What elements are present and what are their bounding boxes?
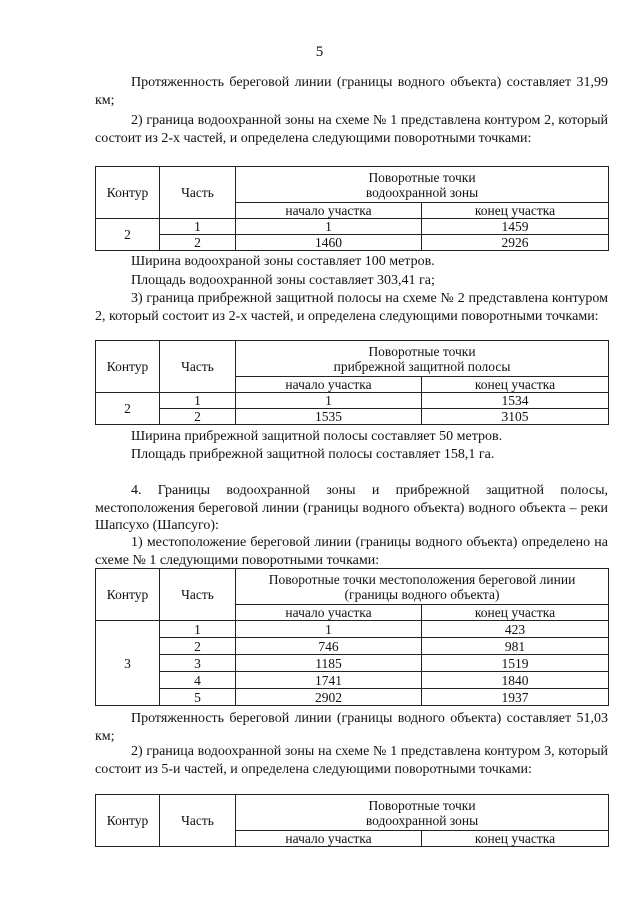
cell-part: 2 [160, 638, 236, 655]
col-header-group: Поворотные точки местоположения береговой линии (границы водного объекта) [236, 569, 609, 605]
cell-contour: 2 [96, 219, 160, 251]
table-row [96, 219, 609, 235]
col-header-part: Часть [160, 341, 236, 393]
cell-end: 981 [422, 638, 609, 655]
table-water-protection-zone-contour-2 [95, 166, 609, 251]
paragraph-section-4: 4. Границы водоохранной зоны и прибрежной защитной полосы, местоположения береговой линии (границы водного объекта) водного объекта – реки Шапсухо (Шапсуго): [95, 483, 608, 533]
col-header-contour: Контур [96, 795, 160, 847]
paragraph-shoreline-length-1: Протяженность береговой линии (границы водного объекта) составляет 31,99 км; [95, 75, 608, 108]
paragraph-coastal-strip-1: 3) граница прибрежной защитной полосы на схеме № 2 представлена контуром 2, который состоит из 2-х частей, и определена следующими поворотными точками: [95, 291, 608, 324]
cell-end: 1840 [422, 672, 609, 689]
paragraph-shoreline-length-2: Протяженность береговой линии (границы водного объекта) составляет 51,03 км; [95, 711, 608, 744]
table-row [96, 672, 609, 689]
cell-end: 423 [422, 621, 609, 638]
table-row [96, 621, 609, 638]
table-row [96, 638, 609, 655]
table-row [96, 655, 609, 672]
cell-part: 2 [160, 235, 236, 251]
cell-part: 1 [160, 393, 236, 409]
cell-end: 1519 [422, 655, 609, 672]
table-row [96, 409, 609, 425]
table-water-protection-zone-contour-3 [95, 794, 609, 847]
text-strip-width: Ширина прибрежной защитной полосы составляет 50 метров. [131, 429, 503, 444]
cell-start: 1 [236, 621, 422, 638]
paragraph-shoreline-location: 1) местоположение береговой линии (границы водного объекта) определено на схеме № 1 следующими поворотными точками: [95, 535, 608, 568]
cell-start: 1 [236, 219, 422, 235]
cell-part: 2 [160, 409, 236, 425]
col-header-end: конец участка [422, 377, 609, 393]
cell-part: 1 [160, 219, 236, 235]
col-header-contour: Контур [96, 569, 160, 621]
page-number: 5 [315, 44, 324, 60]
col-header-group: Поворотные точки водоохранной зоны [236, 795, 609, 831]
col-header-contour: Контур [96, 341, 160, 393]
col-header-end: конец участка [422, 831, 609, 847]
text-zone-width: Ширина водоохраной зоны составляет 100 метров. [131, 254, 435, 269]
table-coastal-strip-contour-2 [95, 340, 609, 425]
cell-part: 1 [160, 621, 236, 638]
table-shoreline-contour-3 [95, 568, 609, 706]
col-header-part: Часть [160, 569, 236, 621]
cell-start: 1185 [236, 655, 422, 672]
table-row [96, 235, 609, 251]
cell-start: 1 [236, 393, 422, 409]
table-row [96, 393, 609, 409]
cell-start: 2902 [236, 689, 422, 706]
col-header-contour: Контур [96, 167, 160, 219]
cell-start: 1741 [236, 672, 422, 689]
col-header-start: начало участка [236, 377, 422, 393]
cell-contour: 2 [96, 393, 160, 425]
col-header-end: конец участка [422, 203, 609, 219]
cell-contour: 3 [96, 621, 160, 706]
cell-start: 746 [236, 638, 422, 655]
cell-end: 2926 [422, 235, 609, 251]
paragraph-water-protection-zone-1: 2) граница водоохранной зоны на схеме № 1 представлена контуром 2, который состоит из 2-х частей, и определена следующими поворотными точками: [95, 113, 608, 146]
cell-part: 5 [160, 689, 236, 706]
col-header-start: начало участка [236, 203, 422, 219]
col-header-group: Поворотные точки прибрежной защитной полосы [236, 341, 609, 377]
cell-end: 1459 [422, 219, 609, 235]
cell-end: 3105 [422, 409, 609, 425]
col-header-start: начало участка [236, 605, 422, 621]
cell-part: 3 [160, 655, 236, 672]
cell-end: 1937 [422, 689, 609, 706]
col-header-end: конец участка [422, 605, 609, 621]
col-header-part: Часть [160, 795, 236, 847]
cell-part: 4 [160, 672, 236, 689]
table-row [96, 689, 609, 706]
col-header-group: Поворотные точки водоохранной зоны [236, 167, 609, 203]
text-strip-area: Площадь прибрежной защитной полосы составляет 158,1 га. [131, 447, 495, 462]
cell-end: 1534 [422, 393, 609, 409]
cell-start: 1460 [236, 235, 422, 251]
cell-start: 1535 [236, 409, 422, 425]
col-header-start: начало участка [236, 831, 422, 847]
col-header-part: Часть [160, 167, 236, 219]
text-zone-area: Площадь водоохранной зоны составляет 303,41 га; [131, 273, 435, 288]
paragraph-water-protection-zone-2: 2) граница водоохранной зоны на схеме № 1 представлена контуром 3, который состоит из 5-и частей, и определена следующими поворотными точками: [95, 744, 608, 777]
